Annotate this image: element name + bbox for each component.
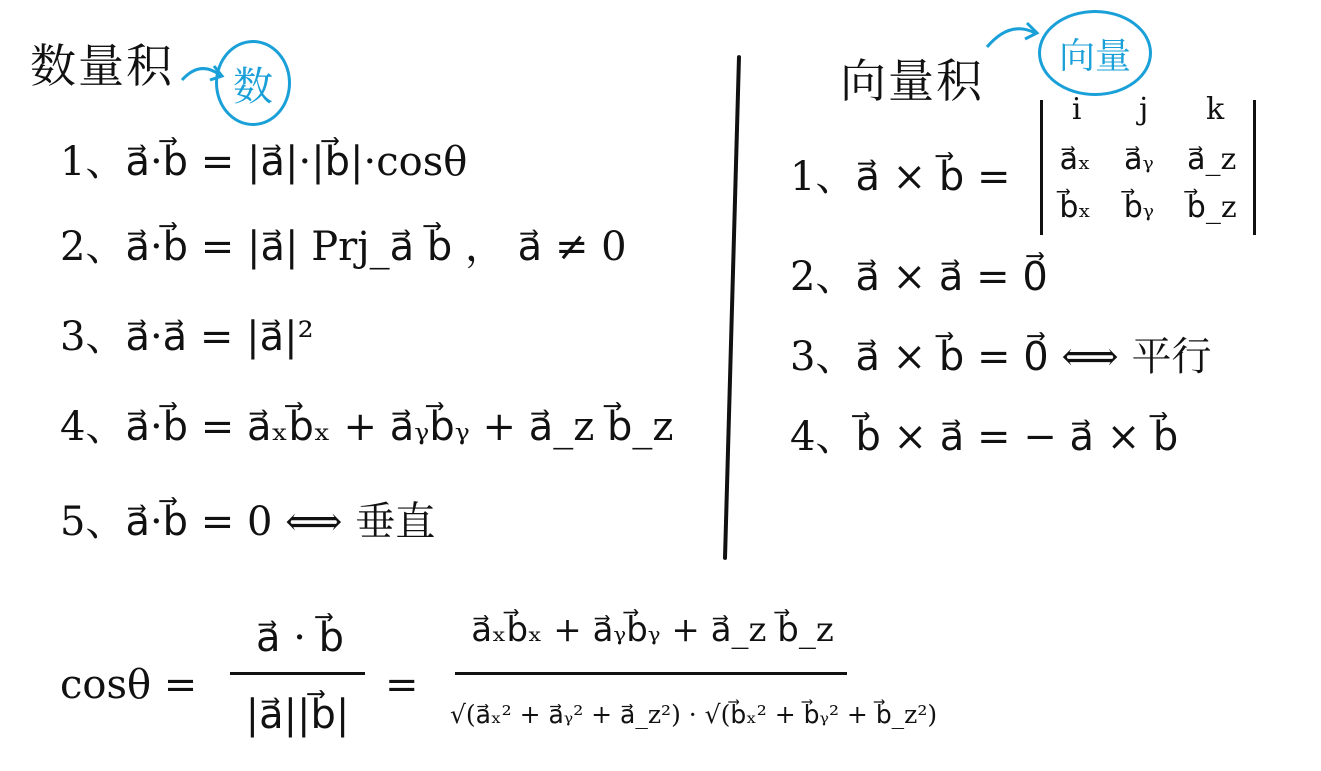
dot-item-5: 5、a⃗·b⃗ = 0 ⟺ 垂直 (60, 499, 436, 545)
cross-item-4: 4、b⃗ × a⃗ = − a⃗ × b⃗ (790, 414, 1179, 460)
cross-item-1: 1、a⃗ × b⃗ = (790, 154, 1011, 200)
matrix-cell: j (1139, 92, 1149, 127)
matrix-cell: i (1071, 92, 1082, 127)
cos-numerator-1: a⃗ · b⃗ (255, 615, 345, 661)
matrix-cell: a⃗ᵧ (1124, 142, 1154, 177)
dot-item-1: 1、a⃗·b⃗ = |a⃗|·|b⃗|·cosθ (60, 139, 468, 185)
fraction-bar (230, 672, 365, 675)
cos-lhs: cosθ = (60, 662, 198, 708)
matrix-cell: b⃗ᵧ (1123, 190, 1155, 225)
dot-item-4: 4、a⃗·b⃗ = a⃗ₓb⃗ₓ + a⃗ᵧb⃗ᵧ + a⃗_z b⃗_z (60, 404, 674, 450)
column-divider (723, 55, 741, 560)
cos-equals: = (385, 662, 419, 708)
dot-item-2: 2、a⃗·b⃗ = |a⃗| Prj_a⃗ b⃗ ， a⃗ ≠ 0 (60, 224, 627, 270)
matrix-cell: b⃗_z (1186, 190, 1237, 225)
dot-item-3: 3、a⃗·a⃗ = |a⃗|² (60, 314, 314, 360)
cos-denominator-2: √(a⃗ₓ² + a⃗ᵧ² + a⃗_z²) · √(b⃗ₓ² + b⃗ᵧ² + b⃗_z²) (450, 700, 938, 729)
matrix-cell: a⃗_z (1187, 142, 1237, 177)
fraction-bar (455, 672, 847, 675)
cross-item-3: 3、a⃗ × b⃗ = 0⃗ ⟺ 平行 (790, 334, 1212, 380)
cross-circled-note: 向量 (1038, 10, 1152, 96)
cross-heading: 向量积 (840, 54, 984, 108)
matrix-cell: b⃗ₓ (1059, 190, 1092, 225)
matrix-cell: k (1205, 92, 1225, 127)
cos-numerator-2: a⃗ₓb⃗ₓ + a⃗ᵧb⃗ᵧ + a⃗_z b⃗_z (471, 610, 834, 650)
matrix-cell: a⃗ₓ (1059, 142, 1091, 177)
determinant-matrix (1040, 92, 1256, 235)
cross-item-2: 2、a⃗ × a⃗ = 0⃗ (790, 254, 1048, 300)
dot-heading: 数量积 (30, 39, 174, 93)
arrow-icon (985, 15, 1045, 55)
matrix-row-a (1043, 142, 1253, 177)
matrix-row-unit (1043, 92, 1253, 127)
cos-denominator-1: |a⃗||b⃗| (245, 692, 350, 738)
dot-circled-note: 数 (215, 40, 291, 126)
matrix-row-b (1043, 190, 1253, 225)
